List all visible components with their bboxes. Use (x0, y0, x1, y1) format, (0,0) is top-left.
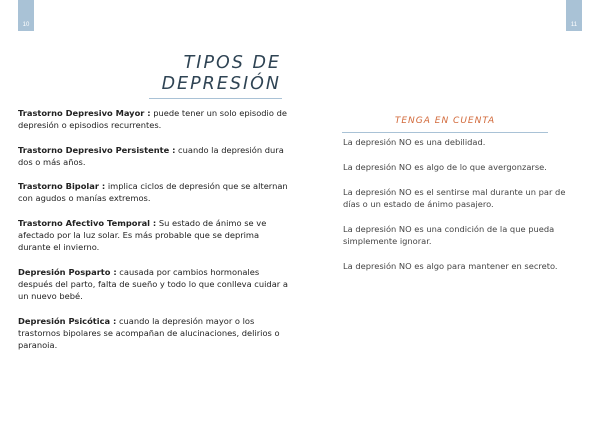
note-item: La depresión NO es el sentirse mal durante un par de días o un estado de ánimo pasajero. (343, 186, 566, 209)
type-name: Depresión Psicótica : (18, 315, 117, 326)
page-title-line-2: DEPRESIÓN (161, 74, 281, 94)
type-description: cuando la depresión dura dos o más años. (18, 144, 284, 167)
type-description: implica ciclos de depresión que se alternan con agudos o manías extremos. (18, 181, 288, 204)
notes-heading: TENGA EN CUENTA (394, 116, 496, 126)
type-name: Trastorno Bipolar : (18, 181, 106, 192)
type-name: Trastorno Depresivo Mayor : (18, 108, 151, 118)
page-title (162, 53, 281, 95)
page-number-right (566, 0, 582, 31)
page-number-left-label: 10 (22, 22, 30, 28)
type-item (18, 266, 288, 303)
type-description: Su estado de ánimo se ve afectado por la luz solar. Es más probable que se deprima durante el invierno. (18, 217, 267, 253)
type-description: cuando la depresión mayor o los trastornos bipolares se acompañan de alucinaciones, delirios o paranoia. (18, 315, 280, 351)
type-item (18, 217, 288, 254)
page-title-line-1: TIPOS DE (183, 53, 281, 73)
type-name: Trastorno Afectivo Temporal : (18, 217, 157, 228)
type-item (18, 107, 288, 132)
type-item (18, 144, 288, 169)
note-item: La depresión NO es algo para mantener en secreto. (343, 260, 558, 271)
page-number-right-label: 11 (570, 22, 578, 28)
notes-list (343, 136, 568, 285)
page-number-left (18, 0, 34, 31)
type-item (18, 315, 288, 352)
note-item: La depresión NO es algo de lo que avergonzarse. (343, 161, 547, 172)
type-item (18, 180, 288, 205)
note-item: La depresión NO es una debilidad. (343, 137, 486, 147)
notes-divider (342, 132, 548, 133)
type-description: puede tener un solo episodio de depresión o episodios recurrentes. (18, 108, 287, 131)
type-name: Depresión Posparto : (18, 266, 117, 277)
type-name: Trastorno Depresivo Persistente : (18, 144, 176, 155)
note-item: La depresión NO es una condición de la que pueda simplemente ignorar. (343, 223, 555, 246)
depression-types-list (18, 107, 288, 363)
type-description: causada por cambios hormonales después del parto, falta de sueño y todo lo que conlleva cuidar a un nuevo bebé. (18, 266, 288, 302)
title-divider (149, 98, 282, 99)
